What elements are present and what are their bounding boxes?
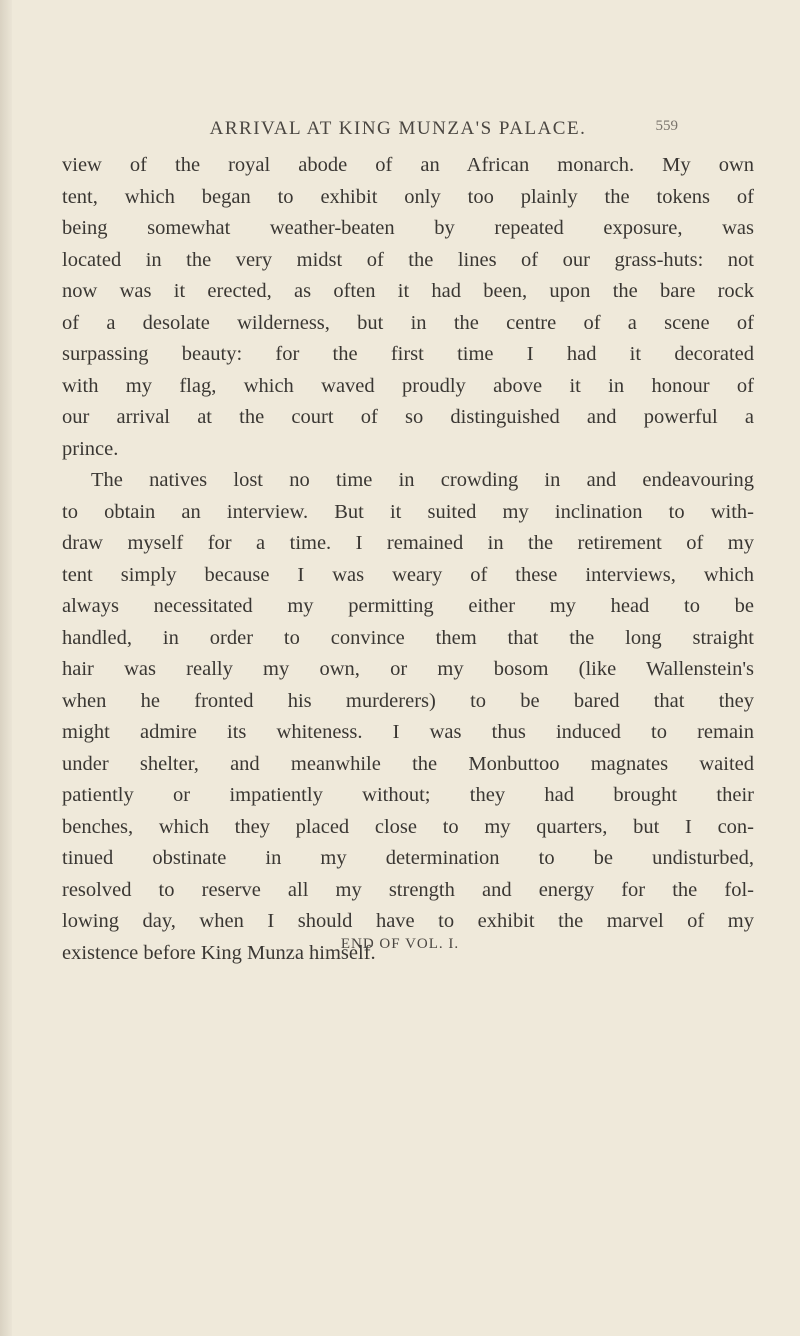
text-line: benches, which they placed close to my quarters, but I con- bbox=[62, 815, 754, 838]
text-line: hair was really my own, or my bosom (like Wallenstein's bbox=[62, 658, 754, 680]
body-text bbox=[62, 150, 754, 969]
text-line: always necessitated my permitting either my head to be bbox=[62, 595, 754, 617]
text-line: tent, which began to exhibit only too plainly the tokens of bbox=[62, 185, 754, 208]
running-head-title: ARRIVAL AT KING MUNZA'S PALACE. bbox=[209, 118, 587, 139]
text-line: tinued obstinate in my determination to be undisturbed, bbox=[62, 847, 754, 869]
text-line: when he fronted his murderers) to be bared that they bbox=[62, 689, 754, 712]
text-line: with my flag, which waved proudly above it in honour of bbox=[62, 374, 754, 397]
text-line: to obtain an interview. But it suited my inclination to with- bbox=[62, 500, 754, 523]
text-line: tent simply because I was weary of these interviews, which bbox=[62, 563, 754, 586]
text-line: existence before King Munza himself. bbox=[62, 941, 376, 964]
text-line: patiently or impatiently without; they had brought their bbox=[62, 784, 754, 806]
text-line: draw myself for a time. I remained in the retirement of my bbox=[62, 532, 754, 554]
text-line: now was it erected, as often it had been, upon the bare rock bbox=[62, 280, 754, 302]
text-line: The natives lost no time in crowding in and endeavouring bbox=[91, 469, 754, 491]
text-line: handled, in order to convince them that the long straight bbox=[62, 626, 754, 649]
running-head bbox=[118, 118, 678, 146]
text-line: located in the very midst of the lines of our grass-huts: not bbox=[62, 248, 754, 271]
text-line: might admire its whiteness. I was thus induced to remain bbox=[62, 721, 754, 743]
text-line: under shelter, and meanwhile the Monbuttoo magnates waited bbox=[62, 752, 754, 775]
text-line: surpassing beauty: for the first time I had it decorated bbox=[62, 343, 754, 365]
text-line: our arrival at the court of so distinguished and powerful a bbox=[62, 406, 754, 428]
text-line: being somewhat weather-beaten by repeated exposure, was bbox=[62, 217, 754, 239]
text-line: lowing day, when I should have to exhibit the marvel of my bbox=[62, 910, 754, 932]
text-line: view of the royal abode of an African monarch. My own bbox=[62, 154, 754, 176]
text-line: resolved to reserve all my strength and energy for the fol- bbox=[62, 878, 754, 901]
page-number: 559 bbox=[655, 118, 678, 134]
end-of-volume-note: END OF VOL. I. bbox=[340, 936, 460, 952]
text-line: of a desolate wilderness, but in the centre of a scene of bbox=[62, 311, 754, 334]
text-line: prince. bbox=[62, 437, 119, 460]
